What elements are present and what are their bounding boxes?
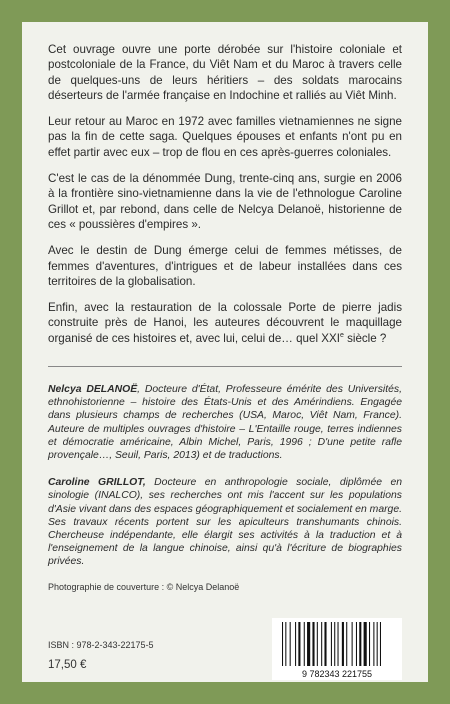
- author-bio-grillot: [48, 476, 402, 568]
- back-cover-panel: [22, 22, 428, 682]
- author-name-grillot: Caroline GRILLOT,: [48, 477, 146, 489]
- barcode-bar: [338, 622, 339, 666]
- barcode-bar: [312, 622, 314, 666]
- barcode-bar: [295, 622, 296, 666]
- barcode-bar: [359, 622, 361, 666]
- barcode-bar: [334, 622, 335, 666]
- barcode-bar: [304, 622, 305, 666]
- barcode-graphic: [272, 618, 402, 680]
- section-divider: [48, 366, 402, 367]
- isbn: ISBN : 978-2-343-22175-5: [48, 640, 154, 650]
- photo-credit: Photographie de couverture : © Nelcya Delanoë: [48, 582, 240, 592]
- author-bio-delanoe-text: , Docteure d'État, Professeure émérite des Universités, ethnohistorienne – histoire des États-Unis et des Amérindiens. Engagée dans plusieurs champs de recherches (USA, Maroc, Viêt Nam, France). Auteure de multiples ouvrages d'histoire – L'Entaille rouge, terres indiennes et démocratie américaine, Albin Michel, Paris, 1996 ; D'une petite rafle provençale…, Seuil, Paris, 2013) et de traductions.: [48, 384, 402, 462]
- barcode-bar: [321, 622, 322, 666]
- barcode-bar: [285, 622, 286, 666]
- barcode-bar: [369, 622, 370, 666]
- barcode-bar: [352, 622, 353, 666]
- barcode-bar: [331, 622, 332, 666]
- century-superscript: e: [339, 331, 344, 339]
- summary-paragraph-3: C'est le cas de la dénommée Dung, trente-cinq ans, surgie en 2006 à la frontière sino-vietnamienne dans la vie de l'ethnologue Caroline Grillot et, par rebond, dans celle de Nelcya Delanoë, historienne de ces « poussières d'empires ».: [48, 172, 402, 231]
- barcode-bar: [324, 622, 326, 666]
- author-name-delanoe: Nelcya DELANOË: [48, 384, 138, 396]
- barcode-bar: [342, 622, 344, 666]
- summary-paragraph-4: Avec le destin de Dung émerge celui de femmes métisses, de femmes d'aventures, d'intrigues et de labeur installées dans ces territoires de la globalisation.: [48, 244, 402, 288]
- barcode-bar: [298, 622, 300, 666]
- summary-paragraph-5-end: siècle ?: [343, 331, 387, 345]
- barcode-bar: [346, 622, 347, 666]
- summary-paragraph-2: Leur retour au Maroc en 1972 avec familles vietnamiennes ne signe pas la fin de cette saga. Quelques épouses et enfants n'ont pu en effet partir avec eux – trop de flou en ces après-guerres coloniales.: [48, 115, 402, 159]
- barcode-bar: [377, 622, 378, 666]
- author-bio-grillot-text: Docteure en anthropologie sociale, diplômée en sinologie (INALCO), ses recherches ont mis l'accent sur les populations d'Asie vivant dans des espaces géographiquement et socialement en marge. Ses travaux récents portent sur les apiculteurs transhumants chinois. Chercheuse indépendante, elle élargit ses activités à la traduction et à l'enseignement de la langue chinoise, ainsi qu'à l'écriture de biographies privées.: [48, 477, 403, 568]
- barcode-bar: [356, 622, 357, 666]
- summary-paragraph-1: Cet ouvrage ouvre une porte dérobée sur l'histoire coloniale et postcoloniale de la France, du Viêt Nam et du Maroc à travers celle de quelques-uns de leurs héritiers – des soldats marocains déserteurs de l'armée française en Indochine et ralliés au Viêt Minh.: [48, 43, 402, 102]
- barcode: [272, 618, 402, 680]
- summary-paragraph-5-main: Enfin, avec la restauration de la colossale Porte de pierre jadis construite près de Hanoi, les auteures découvrent le maquillage organisé de ces histoires et, avec lui, celui de… quel XXI: [48, 301, 402, 345]
- barcode-bar: [282, 622, 283, 666]
- barcode-digits: 9 782343 221755: [301, 669, 373, 679]
- barcode-bar: [364, 622, 367, 666]
- price: 17,50 €: [48, 659, 87, 671]
- barcode-bar: [373, 622, 374, 666]
- barcode-bar: [307, 622, 310, 666]
- author-bio-delanoe: [48, 383, 402, 462]
- barcode-bars: [282, 622, 381, 666]
- barcode-bar: [380, 622, 381, 666]
- summary-paragraph-5: [48, 300, 402, 346]
- barcode-bar: [290, 622, 291, 666]
- barcode-bar: [317, 622, 318, 666]
